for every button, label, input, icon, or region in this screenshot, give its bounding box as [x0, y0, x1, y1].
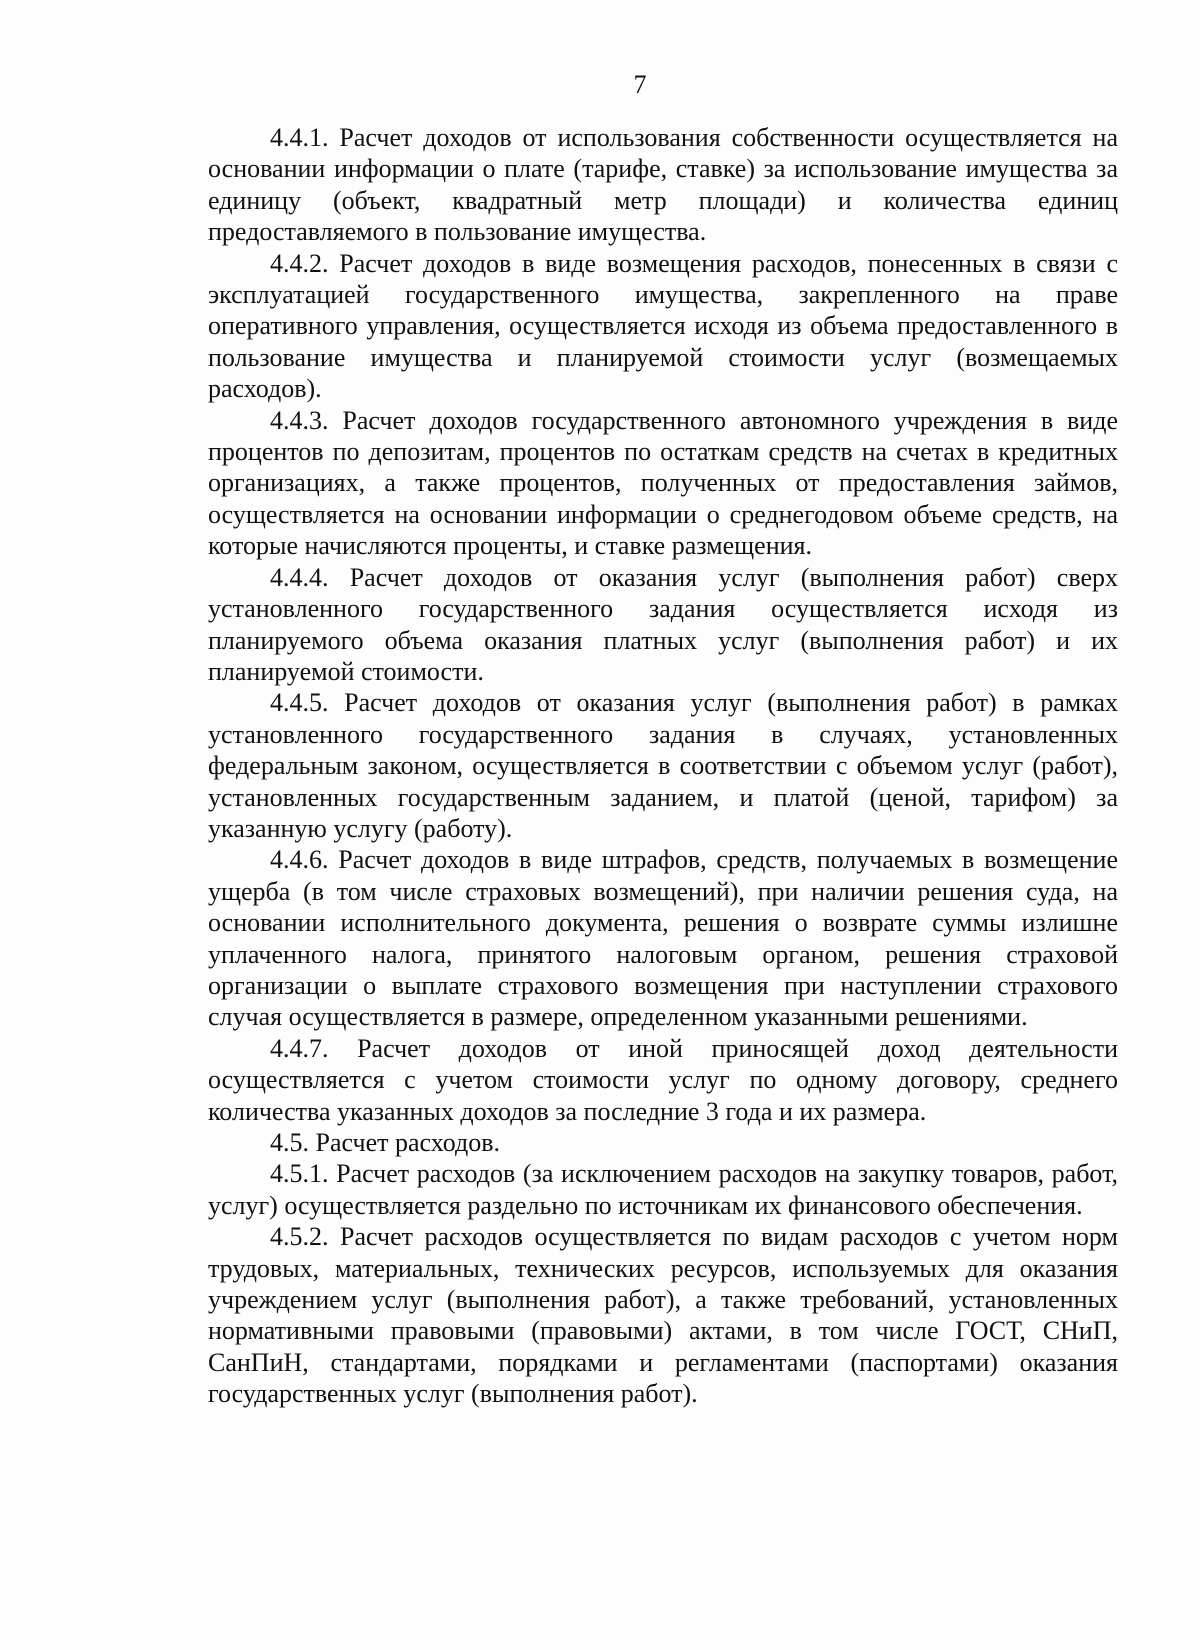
page-number: 7 — [633, 70, 647, 99]
document-body — [208, 122, 1118, 1410]
paragraph-4-4-1: 4.4.1. Расчет доходов от использования собственности осуществляется на основании информации о плате (тарифе, ставке) за использование имущества за единицу (объект, квадратный метр площади) и количества единиц предоставляемого в пользование имущества. — [208, 123, 1118, 247]
paragraph-4-5: 4.5. Расчет расходов. — [270, 1128, 501, 1157]
paragraph-4-4-7: 4.4.7. Расчет доходов от иной приносящей доход деятельности осуществляется с учетом стоимости услуг по одному договору, среднего количества указанных доходов за последние 3 года и их размера. — [208, 1033, 1118, 1126]
paragraph-4-4-2: 4.4.2. Расчет доходов в виде возмещения расходов, понесенных в связи с эксплуатацией государственного имущества, закрепленного на праве оперативного управления, осуществляется исходя из объема предоставленного в пользование имущества и планируемой стоимости услуг (возмещаемых расходов). — [208, 248, 1118, 404]
paragraph-4-4-5: 4.4.5. Расчет доходов от оказания услуг (выполнения работ) в рамках установленного государственного задания в случаях, установленных федеральным законом, осуществляется в соответствии с объемом услуг (работ), установленных государственным заданием, и платой (ценой, тарифом) за указанную услугу (работу). — [208, 688, 1118, 843]
paragraph-4-5-2: 4.5.2. Расчет расходов осуществляется по видам расходов с учетом норм трудовых, материальных, технических ресурсов, используемых для оказания учреждением услуг (выполнения работ), а также требований, установленных нормативными правовыми (правовыми) актами, в том числе ГОСТ, СНиП, СанПиН, стандартами, порядками и регламентами (паспортами) оказания государственных услуг (выполнения работ). — [208, 1222, 1118, 1409]
paragraph-4-5-1: 4.5.1. Расчет расходов (за исключением расходов на закупку товаров, работ, услуг) осуществляется раздельно по источникам их финансового обеспечения. — [208, 1159, 1118, 1220]
paragraph-4-4-6: 4.4.6. Расчет доходов в виде штрафов, средств, получаемых в возмещение ущерба (в том числе страховых возмещений), при наличии решения суда, на основании исполнительного документа, решения о возврате суммы излишне уплаченного налога, принятого налоговым органом, решения страховой организации о выплате страхового возмещения при наступлении страхового случая осуществляется в размере, определенном указанными решениями. — [208, 845, 1118, 1032]
paragraph-4-4-3: 4.4.3. Расчет доходов государственного автономного учреждения в виде процентов по депозитам, процентов по остаткам средств на счетах в кредитных организациях, а также процентов, полученных от предоставления займов, осуществляется на основании информации о среднегодовом объеме средств, на которые начисляются проценты, и ставке размещения. — [208, 405, 1118, 561]
paragraph-4-4-4: 4.4.4. Расчет доходов от оказания услуг (выполнения работ) сверх установленного государственного задания осуществляется исходя из планируемого объема оказания платных услуг (выполнения работ) и их планируемой стоимости. — [208, 562, 1118, 686]
